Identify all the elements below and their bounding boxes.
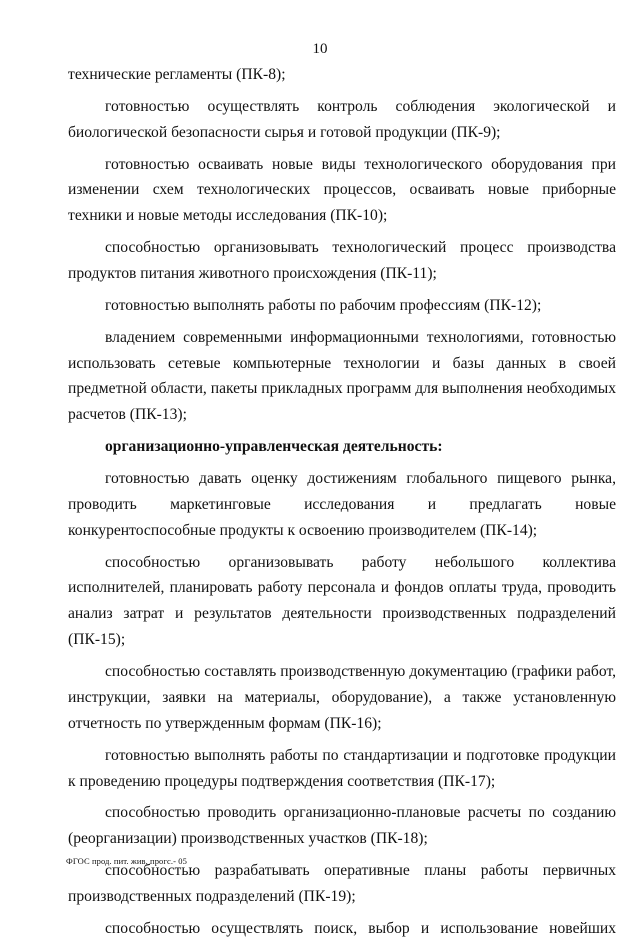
paragraph-pk-8-tail: технические регламенты (ПК-8); xyxy=(68,66,286,83)
page-number: 10 xyxy=(312,41,328,57)
paragraph-pk-12: готовностью выполнять работы по рабочим профессиям (ПК-12); xyxy=(105,296,542,314)
paragraph-pk-18: способностью проводить организационно-плановые расчеты по созданию (реорганизации) производственных участков (ПК-18); xyxy=(68,804,616,848)
paragraph-pk-17: готовностью выполнять работы по стандартизации и подготовке продукции к проведению процедуры подтверждения соответствия (ПК-17); xyxy=(68,746,616,790)
paragraph-pk-13: владением современными информационными технологиями, готовностью использовать сетевые компьютерные технологии и базы данных в своей предметной области, пакеты прикладных программ для выполнения необходимых расчетов (ПК-13); xyxy=(68,328,616,424)
document-body xyxy=(68,62,616,942)
paragraph-continued: способностью осуществлять поиск, выбор и использование новейших xyxy=(105,919,616,937)
paragraph-pk-19: способностью разрабатывать оперативные планы работы первичных производственных подразделений (ПК-19); xyxy=(68,862,616,905)
paragraph-pk-14: готовностью давать оценку достижениям глобального пищевого рынка, проводить маркетинговые исследования и предлагать новые конкурентоспособные продукты к освоению производителем (ПК-14); xyxy=(68,469,616,539)
paragraph-pk-16: способностью составлять производственную документацию (графики работ, инструкции, заявки на материалы, оборудование), а также установленную отчетность по утвержденным формам (ПК-16); xyxy=(68,663,616,732)
paragraph-pk-9: готовностью осуществлять контроль соблюдения экологической и биологической безопасности сырья и готовой продукции (ПК-9); xyxy=(68,97,616,141)
footer-note: ФГОС прод. пит. жив. прогс.- 05 xyxy=(66,856,187,866)
paragraph-pk-11: способностью организовывать технологический процесс производства продуктов питания животного происхождения (ПК-11); xyxy=(68,239,616,283)
paragraph-pk-10: готовностью осваивать новые виды технологического оборудования при изменении схем технологических процессов, осваивать новые приборные техники и новые методы исследования (ПК-10); xyxy=(68,155,616,225)
paragraph-pk-15: способностью организовывать работу небольшого коллектива исполнителей, планировать работу персонала и фондов оплаты труда, проводить анализ затрат и результатов деятельности производственных подразделений (ПК-15); xyxy=(68,553,616,649)
section-heading: организационно-управленческая деятельность: xyxy=(105,438,443,456)
